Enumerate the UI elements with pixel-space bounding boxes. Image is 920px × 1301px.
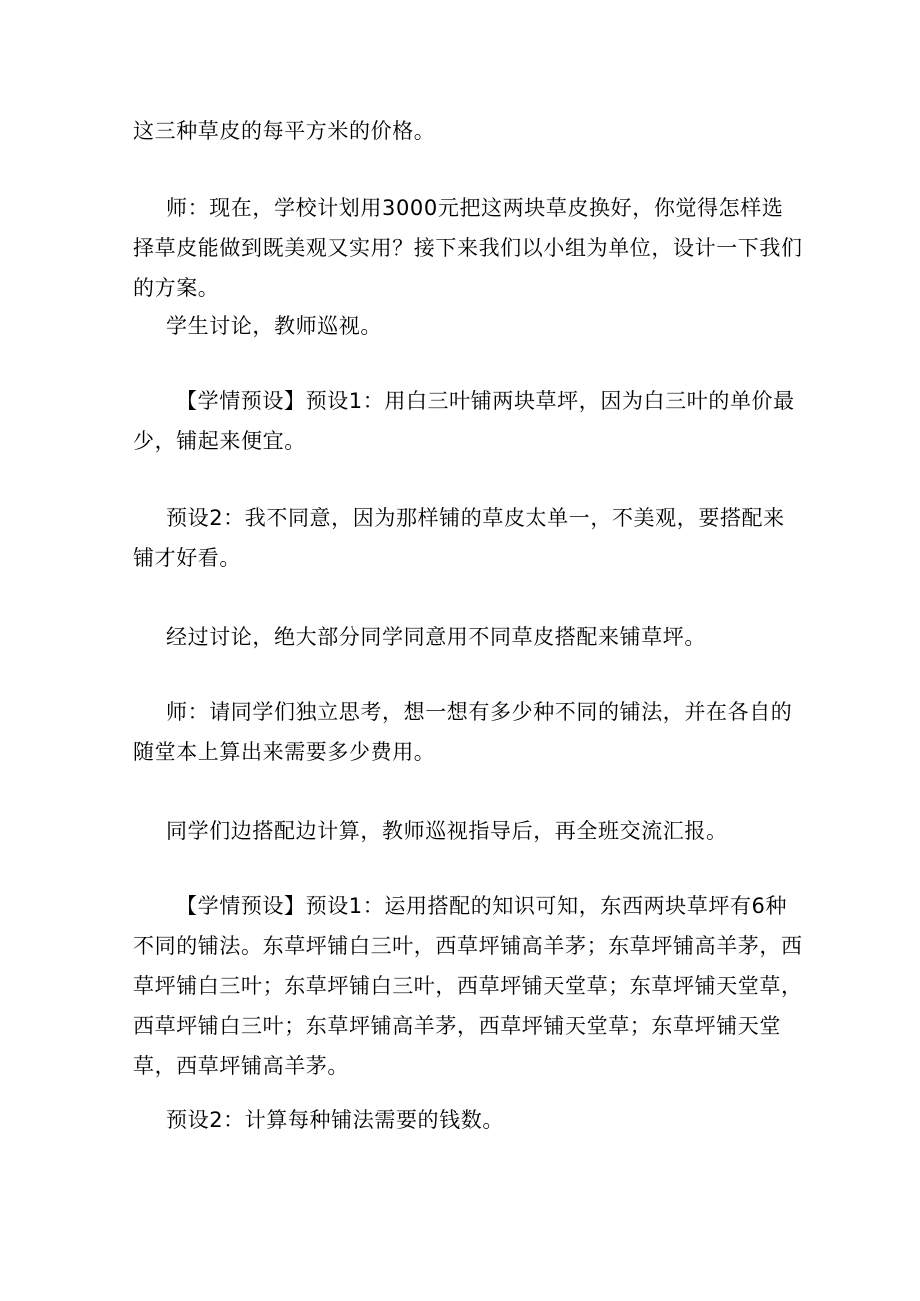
paragraph-teacher-plan: 师：现在，学校计划用3000元把这两块草皮换好，你觉得怎样选择草皮能做到既美观又实用？接下来我们以小组为单位，设计一下我们的方案。 — [133, 196, 803, 300]
paragraph-discussion-result: 经过讨论，绝大部分同学同意用不同草皮搭配来铺草坪。 — [166, 625, 706, 649]
paragraph-preset-1: 【学情预设】预设1：用白三叶铺两块草坪，因为白三叶的单价最少，铺起来便宜。 — [133, 389, 795, 453]
paragraph-preset-2: 预设2：我不同意，因为那样铺的草皮太单一，不美观，要搭配来铺才好看。 — [133, 506, 785, 570]
paragraph-cost-calc: 预设2：计算每种铺法需要的钱数。 — [166, 1108, 504, 1132]
paragraph-class-report: 同学们边搭配边计算，教师巡视指导后，再全班交流汇报。 — [166, 819, 728, 843]
paragraph-teacher-question: 师：请同学们独立思考，想一想有多少种不同的铺法，并在各自的随堂本上算出来需要多少费用。 — [133, 700, 793, 764]
paragraph-price-intro: 这三种草皮的每平方米的价格。 — [133, 119, 436, 143]
paragraph-six-methods: 【学情预设】预设1：运用搭配的知识可知，东西两块草坪有6种不同的铺法。东草坪铺白三叶，西草坪铺高羊茅；东草坪铺高羊茅，西草坪铺白三叶；东草坪铺白三叶，西草坪铺天堂草；东草坪铺天堂草，西草坪铺白三叶；东草坪铺高羊茅，西草坪铺天堂草；东草坪铺天堂草，西草坪铺高羊茅。 — [133, 894, 803, 1078]
paragraph-student-discussion: 学生讨论，教师巡视。 — [166, 314, 382, 338]
